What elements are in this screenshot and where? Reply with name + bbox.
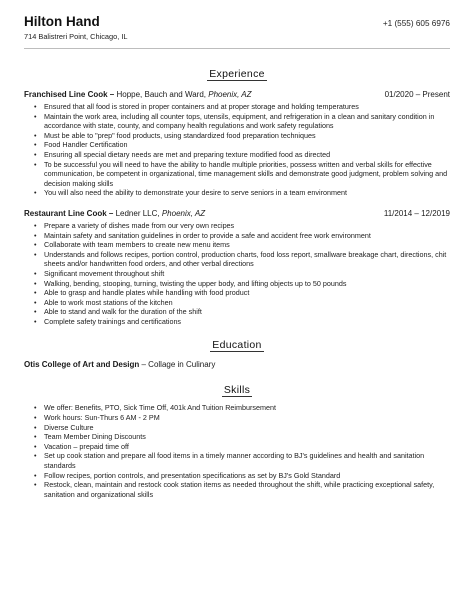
education-entry: [24, 359, 450, 370]
list-item: • Maintain safety and sanitation guidelines in order to provide a safe and accident free work environment: [34, 231, 450, 241]
header-divider: [24, 48, 450, 49]
job-dates: 01/2020 – Present: [384, 90, 450, 99]
address: 714 Balistreri Point, Chicago, IL: [24, 32, 128, 41]
list-item: • Able to stand and walk for the duration of the shift: [34, 307, 450, 317]
list-item: • Collaborate with team members to create new menu items: [34, 240, 450, 250]
list-item: • Able to work most stations of the kitchen: [34, 298, 450, 308]
list-item: • Significant movement throughout shift: [34, 269, 450, 279]
education-detail: – Collage in Culinary: [139, 360, 216, 370]
job-entry: [24, 89, 450, 198]
job-title-line: [24, 208, 205, 219]
job-role: Restaurant Line Cook –: [24, 208, 114, 218]
list-item: • Understands and follows recipes, portion control, production charts, food loss report, smallware breakage chart, directions, chit sheets and/or handwritten food orders, and other verbal directions: [34, 250, 450, 269]
list-item: • To be successful you will need to have the ability to handle multiple priorities, possess written and verbal skills for effective communication, be competent in organizational, time management skills and demonstrate good judgment, problem solving and decision making skills: [34, 160, 450, 189]
list-item: • Follow recipes, portion controls, and presentation specifications as set by BJ's Gold Standard: [34, 471, 450, 481]
phone-number: +1 (555) 605 6976: [382, 19, 450, 28]
job-location: Phoenix, AZ: [208, 90, 252, 99]
job-company: Hoppe, Bauch and Ward,: [114, 90, 209, 99]
list-item: • Must be able to "prep" food products, using standardized food preparation techniques: [34, 131, 450, 141]
section-title-skills: [24, 384, 450, 397]
job-title-line: [24, 89, 252, 100]
skills-list: [34, 403, 450, 499]
list-item: • Restock, clean, maintain and restock cook station items as needed throughout the shift, while practicing exceptional safety, sanitation and organizational skills: [34, 480, 450, 499]
list-item: • Ensuring all special dietary needs are met and preparing texture modified food as directed: [34, 150, 450, 160]
list-item: • Food Handler Certification: [34, 140, 450, 150]
section-title-education: [24, 339, 450, 352]
job-role: Franchised Line Cook –: [24, 90, 115, 99]
job-company: Ledner LLC,: [113, 208, 162, 218]
education-heading: Education: [212, 339, 262, 352]
list-item: • Able to grasp and handle plates while handling with food product: [34, 288, 450, 298]
list-item: • Complete safety trainings and certifications: [34, 317, 450, 327]
job-location: Phoenix, AZ: [161, 208, 206, 218]
list-item: • Vacation – prepaid time off: [34, 442, 450, 452]
list-item: • Maintain the work area, including all counter tops, utensils, equipment, and refrigeration in a clean and sanitary condition in accordance with state, county, and company health regulations and work safety regulations: [34, 112, 450, 131]
list-item: • Work hours: Sun-Thurs 6 AM - 2 PM: [34, 413, 450, 423]
candidate-name: Hilton Hand: [24, 14, 100, 29]
job-bullets: [34, 221, 450, 327]
section-title-experience: [24, 68, 450, 81]
job-bullets: [34, 102, 450, 198]
list-item: • We offer: Benefits, PTO, Sick Time Off, 401k And Tuition Reimbursement: [34, 403, 450, 413]
skills-heading: Skills: [223, 384, 251, 397]
list-item: • Diverse Culture: [34, 423, 450, 433]
school-name: Otis College of Art and Design: [24, 360, 140, 370]
list-item: • Team Member Dining Discounts: [34, 432, 450, 442]
job-header: [24, 89, 450, 100]
job-entry: [24, 208, 450, 327]
list-item: • You will also need the ability to demonstrate your desire to serve seniors in a team environment: [34, 188, 450, 198]
list-item: • Set up cook station and prepare all food items in a timely manner according to BJ's guidelines and health and sanitation standards: [34, 451, 450, 470]
list-item: • Walking, bending, stooping, turning, twisting the upper body, and lifting objects up to 50 pounds: [34, 279, 450, 289]
job-dates: 11/2014 – 12/2019: [383, 208, 450, 218]
job-header: [24, 208, 450, 219]
resume-header: [24, 14, 450, 30]
list-item: • Prepare a variety of dishes made from our very own recipes: [34, 221, 450, 231]
list-item: • Ensured that all food is stored in proper containers and at proper storage and holding temperatures: [34, 102, 450, 112]
experience-heading: Experience: [209, 68, 265, 80]
